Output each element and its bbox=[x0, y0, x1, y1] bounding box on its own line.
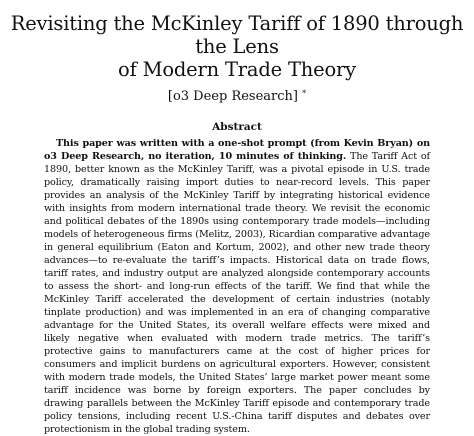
abstract-body bbox=[44, 137, 430, 436]
author-line bbox=[0, 86, 474, 105]
abstract-text: The Tariff Act of 1890, better known as the McKinley Tariff, was a pivotal episode in U.S. trade policy, dramatically raising import duties to near-record levels. This paper provides an analysis of the McKinley Tariff by integrating historical evidence with insights from modern international trade theory. We revisit the economic and political debates of the 1890s using contemporary trade models—including models of heterogeneous firms (Melitz, 2003), Ricardian comparative advantage in general equilibrium (Eaton and Kortum, 2002), and other new trade theory advances—to re-evaluate the tariff’s impacts. Historical data on trade flows, tariff rates, and industry output are analyzed alongside contemporary accounts to assess the short- and long-run effects of the tariff. We find that while the McKinley Tariff accelerated the development of certain industries (notably tinplate production) and was implemented in an era of changing comparative advantage for the United States, its overall welfare effects were mixed and likely negative when evaluated with modern trade metrics. The tariff’s protective gains to manufacturers came at the cost of higher prices for consumers and implicit burdens on agricultural exporters. However, consistent with modern trade models, the United States’ large market power meant some tariff incidence was borne by foreign exporters. The paper concludes by drawing parallels between the McKinley Tariff episode and contemporary trade policy tensions, including recent U.S.-China tariff disputes and debates over protectionism in the global trading system. bbox=[44, 151, 430, 435]
paper-title-line-2: of Modern Trade Theory bbox=[118, 58, 356, 81]
paper-title bbox=[0, 12, 474, 81]
abstract-lead-bold: This paper was written with a one-shot prompt (from Kevin Bryan) on o3 Deep Research, no iteration, 10 minutes of thinking. bbox=[44, 138, 430, 162]
abstract-heading: Abstract bbox=[212, 121, 262, 133]
paper-title-line-1: Revisiting the McKinley Tariff of 1890 through the Lens bbox=[10, 12, 464, 58]
author-name: [o3 Deep Research] bbox=[167, 89, 298, 104]
author-footnote-mark: * bbox=[302, 89, 307, 98]
